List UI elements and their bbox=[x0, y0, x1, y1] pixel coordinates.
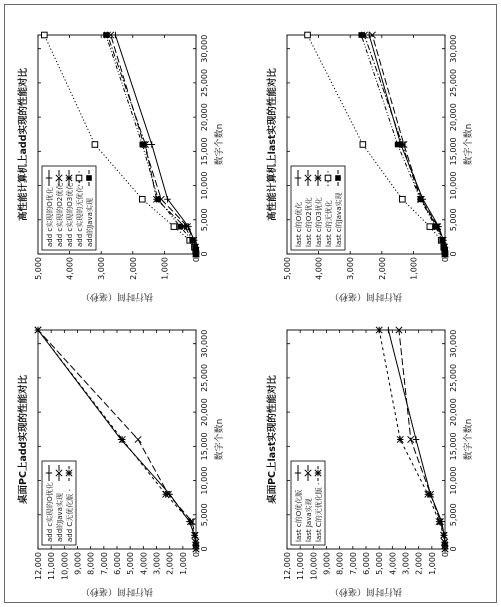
data-point bbox=[42, 32, 48, 38]
y-tick-label: 10,000 bbox=[60, 552, 70, 580]
y-tick-label: 1,000 bbox=[409, 257, 419, 280]
data-point bbox=[397, 436, 403, 442]
data-point bbox=[425, 491, 431, 497]
legend-marker bbox=[86, 175, 92, 181]
data-point bbox=[436, 518, 442, 524]
data-point bbox=[163, 491, 169, 497]
series-3 bbox=[376, 327, 448, 552]
x-tick-label: 25,000 bbox=[449, 363, 458, 392]
x-tick-label: 20,000 bbox=[449, 398, 458, 427]
y-tick-label: 4,000 bbox=[388, 552, 398, 575]
chart-title: 桌面PC上add实现的性能对比 bbox=[18, 375, 29, 504]
data-point bbox=[433, 224, 439, 230]
legend-label: add C无优化版 - bbox=[66, 488, 74, 542]
data-point bbox=[92, 142, 98, 148]
y-tick-label: 6,000 bbox=[362, 552, 371, 575]
y-tick-label: 4,000 bbox=[314, 257, 324, 280]
data-point bbox=[360, 142, 366, 148]
legend-label: last Java实现 bbox=[305, 498, 313, 542]
x-tick-label: 10,000 bbox=[200, 171, 209, 200]
chart-hpc-last bbox=[257, 19, 493, 304]
data-point bbox=[305, 32, 311, 38]
series-2 bbox=[369, 32, 448, 257]
legend-label: last C的无优化版 - bbox=[315, 482, 323, 542]
y-tick-label: 5,000 bbox=[126, 552, 136, 575]
x-tick-label: 30,000 bbox=[200, 34, 209, 63]
data-point bbox=[35, 327, 41, 333]
y-tick-label: 5,000 bbox=[283, 257, 292, 280]
x-tick-label: 15,000 bbox=[449, 432, 458, 461]
x-tick-label: 10,000 bbox=[449, 171, 458, 200]
x-tick-label: 20,000 bbox=[200, 103, 209, 132]
chart-title: 高性能计算机上last实现的性能对比 bbox=[267, 68, 278, 221]
x-tick-label: 25,000 bbox=[200, 363, 209, 392]
legend-label: add c实现的O优化 bbox=[46, 482, 54, 542]
legend-label: last c的Java实现 bbox=[335, 192, 343, 247]
data-point bbox=[191, 532, 197, 538]
legend-label: last c的O3优化 bbox=[315, 197, 323, 247]
series-line bbox=[399, 330, 445, 549]
chart-pc-last bbox=[257, 314, 493, 599]
y-tick-label: 9,000 bbox=[73, 552, 83, 575]
y-tick-label: 7,000 bbox=[348, 552, 358, 575]
x-tick-label: 5,000 bbox=[449, 503, 458, 527]
data-point bbox=[441, 539, 447, 545]
y-tick-label: 2,000 bbox=[128, 257, 138, 280]
chart-svg bbox=[257, 314, 493, 599]
x-tick-label: 20,000 bbox=[200, 398, 209, 427]
y-tick-label: 11,000 bbox=[47, 552, 57, 580]
data-point bbox=[139, 142, 145, 148]
y-tick-label: 5,000 bbox=[34, 257, 43, 280]
y-tick-label: 1,000 bbox=[178, 552, 188, 575]
legend-label: last c的O优化 bbox=[295, 201, 303, 247]
x-tick-label: 0 bbox=[449, 546, 458, 552]
y-tick-label: 1,000 bbox=[160, 257, 170, 280]
data-point bbox=[400, 196, 406, 202]
y-tick-label: 0 bbox=[192, 257, 201, 263]
legend bbox=[291, 461, 325, 545]
x-tick-label: 25,000 bbox=[449, 68, 458, 97]
legend-label: last c的O优化版 bbox=[295, 489, 303, 542]
y-tick-label: 3,000 bbox=[152, 552, 162, 575]
data-point bbox=[192, 539, 198, 545]
chart-pc-add bbox=[8, 314, 244, 599]
y-tick-label: 10,000 bbox=[309, 552, 319, 580]
data-point bbox=[418, 196, 424, 202]
legend-marker bbox=[76, 175, 82, 181]
x-tick-label: 25,000 bbox=[200, 68, 209, 97]
legend-label: add c实现的O2优化 bbox=[56, 182, 64, 247]
y-tick-label: 12,000 bbox=[283, 552, 292, 580]
data-point bbox=[171, 224, 177, 230]
series-1 bbox=[112, 32, 199, 257]
data-point bbox=[187, 518, 193, 524]
chart-svg bbox=[8, 19, 244, 304]
chart-title: 高性能计算机上add实现的性能对比 bbox=[18, 67, 29, 222]
data-point bbox=[427, 224, 433, 230]
x-tick-label: 10,000 bbox=[200, 466, 209, 495]
x-tick-label: 30,000 bbox=[449, 34, 458, 63]
data-point bbox=[155, 196, 161, 202]
y-tick-label: 4,000 bbox=[65, 257, 75, 280]
series-3 bbox=[361, 32, 448, 257]
legend-marker bbox=[335, 175, 341, 181]
y-tick-label: 2,000 bbox=[165, 552, 175, 575]
x-tick-label: 30,000 bbox=[200, 329, 209, 358]
data-point bbox=[385, 327, 391, 333]
y-tick-label: 3,000 bbox=[346, 257, 356, 280]
series-line bbox=[115, 35, 196, 254]
x-tick-label: 20,000 bbox=[449, 103, 458, 132]
data-point bbox=[103, 32, 109, 38]
legend-marker bbox=[66, 470, 72, 476]
data-point bbox=[177, 224, 183, 230]
x-tick-label: 30,000 bbox=[449, 329, 458, 358]
legend-marker bbox=[325, 175, 331, 181]
data-point bbox=[376, 327, 382, 333]
series-line bbox=[379, 330, 445, 549]
x-tick-label: 5,000 bbox=[449, 208, 458, 232]
legend-marker bbox=[315, 470, 321, 476]
y-tick-label: 5,000 bbox=[375, 552, 385, 575]
x-tick-label: 0 bbox=[200, 546, 209, 552]
y-tick-label: 0 bbox=[441, 552, 450, 558]
data-point bbox=[119, 436, 125, 442]
y-tick-label: 7,000 bbox=[99, 552, 109, 575]
legend bbox=[291, 166, 345, 250]
x-tick-label: 15,000 bbox=[200, 137, 209, 166]
y-tick-label: 0 bbox=[192, 552, 201, 558]
data-point bbox=[439, 238, 445, 244]
data-point bbox=[440, 532, 446, 538]
x-tick-label: 0 bbox=[200, 251, 209, 257]
x-axis-label: 数字个数n bbox=[464, 123, 474, 166]
y-tick-label: 8,000 bbox=[86, 552, 96, 575]
data-point bbox=[413, 436, 419, 442]
legend bbox=[42, 461, 76, 545]
legend-label: add c实现的O3优化 bbox=[66, 182, 74, 247]
legend-marker bbox=[315, 175, 321, 181]
x-tick-label: 0 bbox=[449, 251, 458, 257]
data-point bbox=[395, 142, 401, 148]
x-tick-label: 10,000 bbox=[449, 466, 458, 495]
legend-label: add的Java实现 bbox=[56, 493, 64, 542]
x-tick-label: 5,000 bbox=[200, 503, 209, 527]
y-tick-label: 11,000 bbox=[296, 552, 306, 580]
data-point bbox=[192, 244, 198, 250]
x-tick-label: 5,000 bbox=[200, 208, 209, 232]
data-point bbox=[358, 32, 364, 38]
y-tick-label: 6,000 bbox=[113, 552, 122, 575]
chart-svg bbox=[257, 19, 493, 304]
y-tick-label: 3,000 bbox=[401, 552, 411, 575]
data-point bbox=[149, 141, 155, 147]
y-tick-label: 4,000 bbox=[139, 552, 149, 575]
y-tick-label: 12,000 bbox=[34, 552, 43, 580]
y-tick-label: 8,000 bbox=[335, 552, 345, 575]
chart-svg bbox=[8, 314, 244, 599]
y-tick-label: 3,000 bbox=[97, 257, 107, 280]
x-axis-label: 数字个数n bbox=[215, 123, 225, 166]
y-axis-label: 执行时间（毫秒） bbox=[80, 586, 154, 596]
legend bbox=[42, 166, 96, 250]
legend-marker bbox=[66, 175, 72, 181]
y-tick-label: 1,000 bbox=[427, 552, 437, 575]
data-point bbox=[189, 238, 195, 244]
x-axis-label: 数字个数n bbox=[215, 418, 225, 461]
legend-label: last c的无优化 bbox=[325, 200, 333, 247]
legend-label: last c的O2优化 bbox=[305, 197, 313, 247]
y-tick-label: 0 bbox=[441, 257, 450, 263]
chart-title: 桌面PC上last实现的性能对比 bbox=[267, 375, 278, 504]
data-point bbox=[135, 436, 141, 442]
data-point bbox=[441, 244, 447, 250]
x-tick-label: 15,000 bbox=[449, 137, 458, 166]
y-axis-label: 执行时间（毫秒） bbox=[329, 291, 403, 301]
y-tick-label: 9,000 bbox=[322, 552, 332, 575]
y-tick-label: 2,000 bbox=[377, 257, 387, 280]
y-tick-label: 2,000 bbox=[414, 552, 424, 575]
legend-label: add c实现的无优化 - bbox=[76, 180, 84, 247]
chart-hpc-add bbox=[8, 19, 244, 304]
y-axis-label: 执行时间（毫秒） bbox=[80, 291, 154, 301]
y-axis-label: 执行时间（毫秒） bbox=[329, 586, 403, 596]
x-tick-label: 15,000 bbox=[200, 432, 209, 461]
legend-label: add c实现的O优化 bbox=[46, 187, 54, 247]
x-axis-label: 数字个数n bbox=[464, 418, 474, 461]
legend-label: add的Java实现 bbox=[86, 198, 94, 247]
data-point bbox=[139, 196, 145, 202]
